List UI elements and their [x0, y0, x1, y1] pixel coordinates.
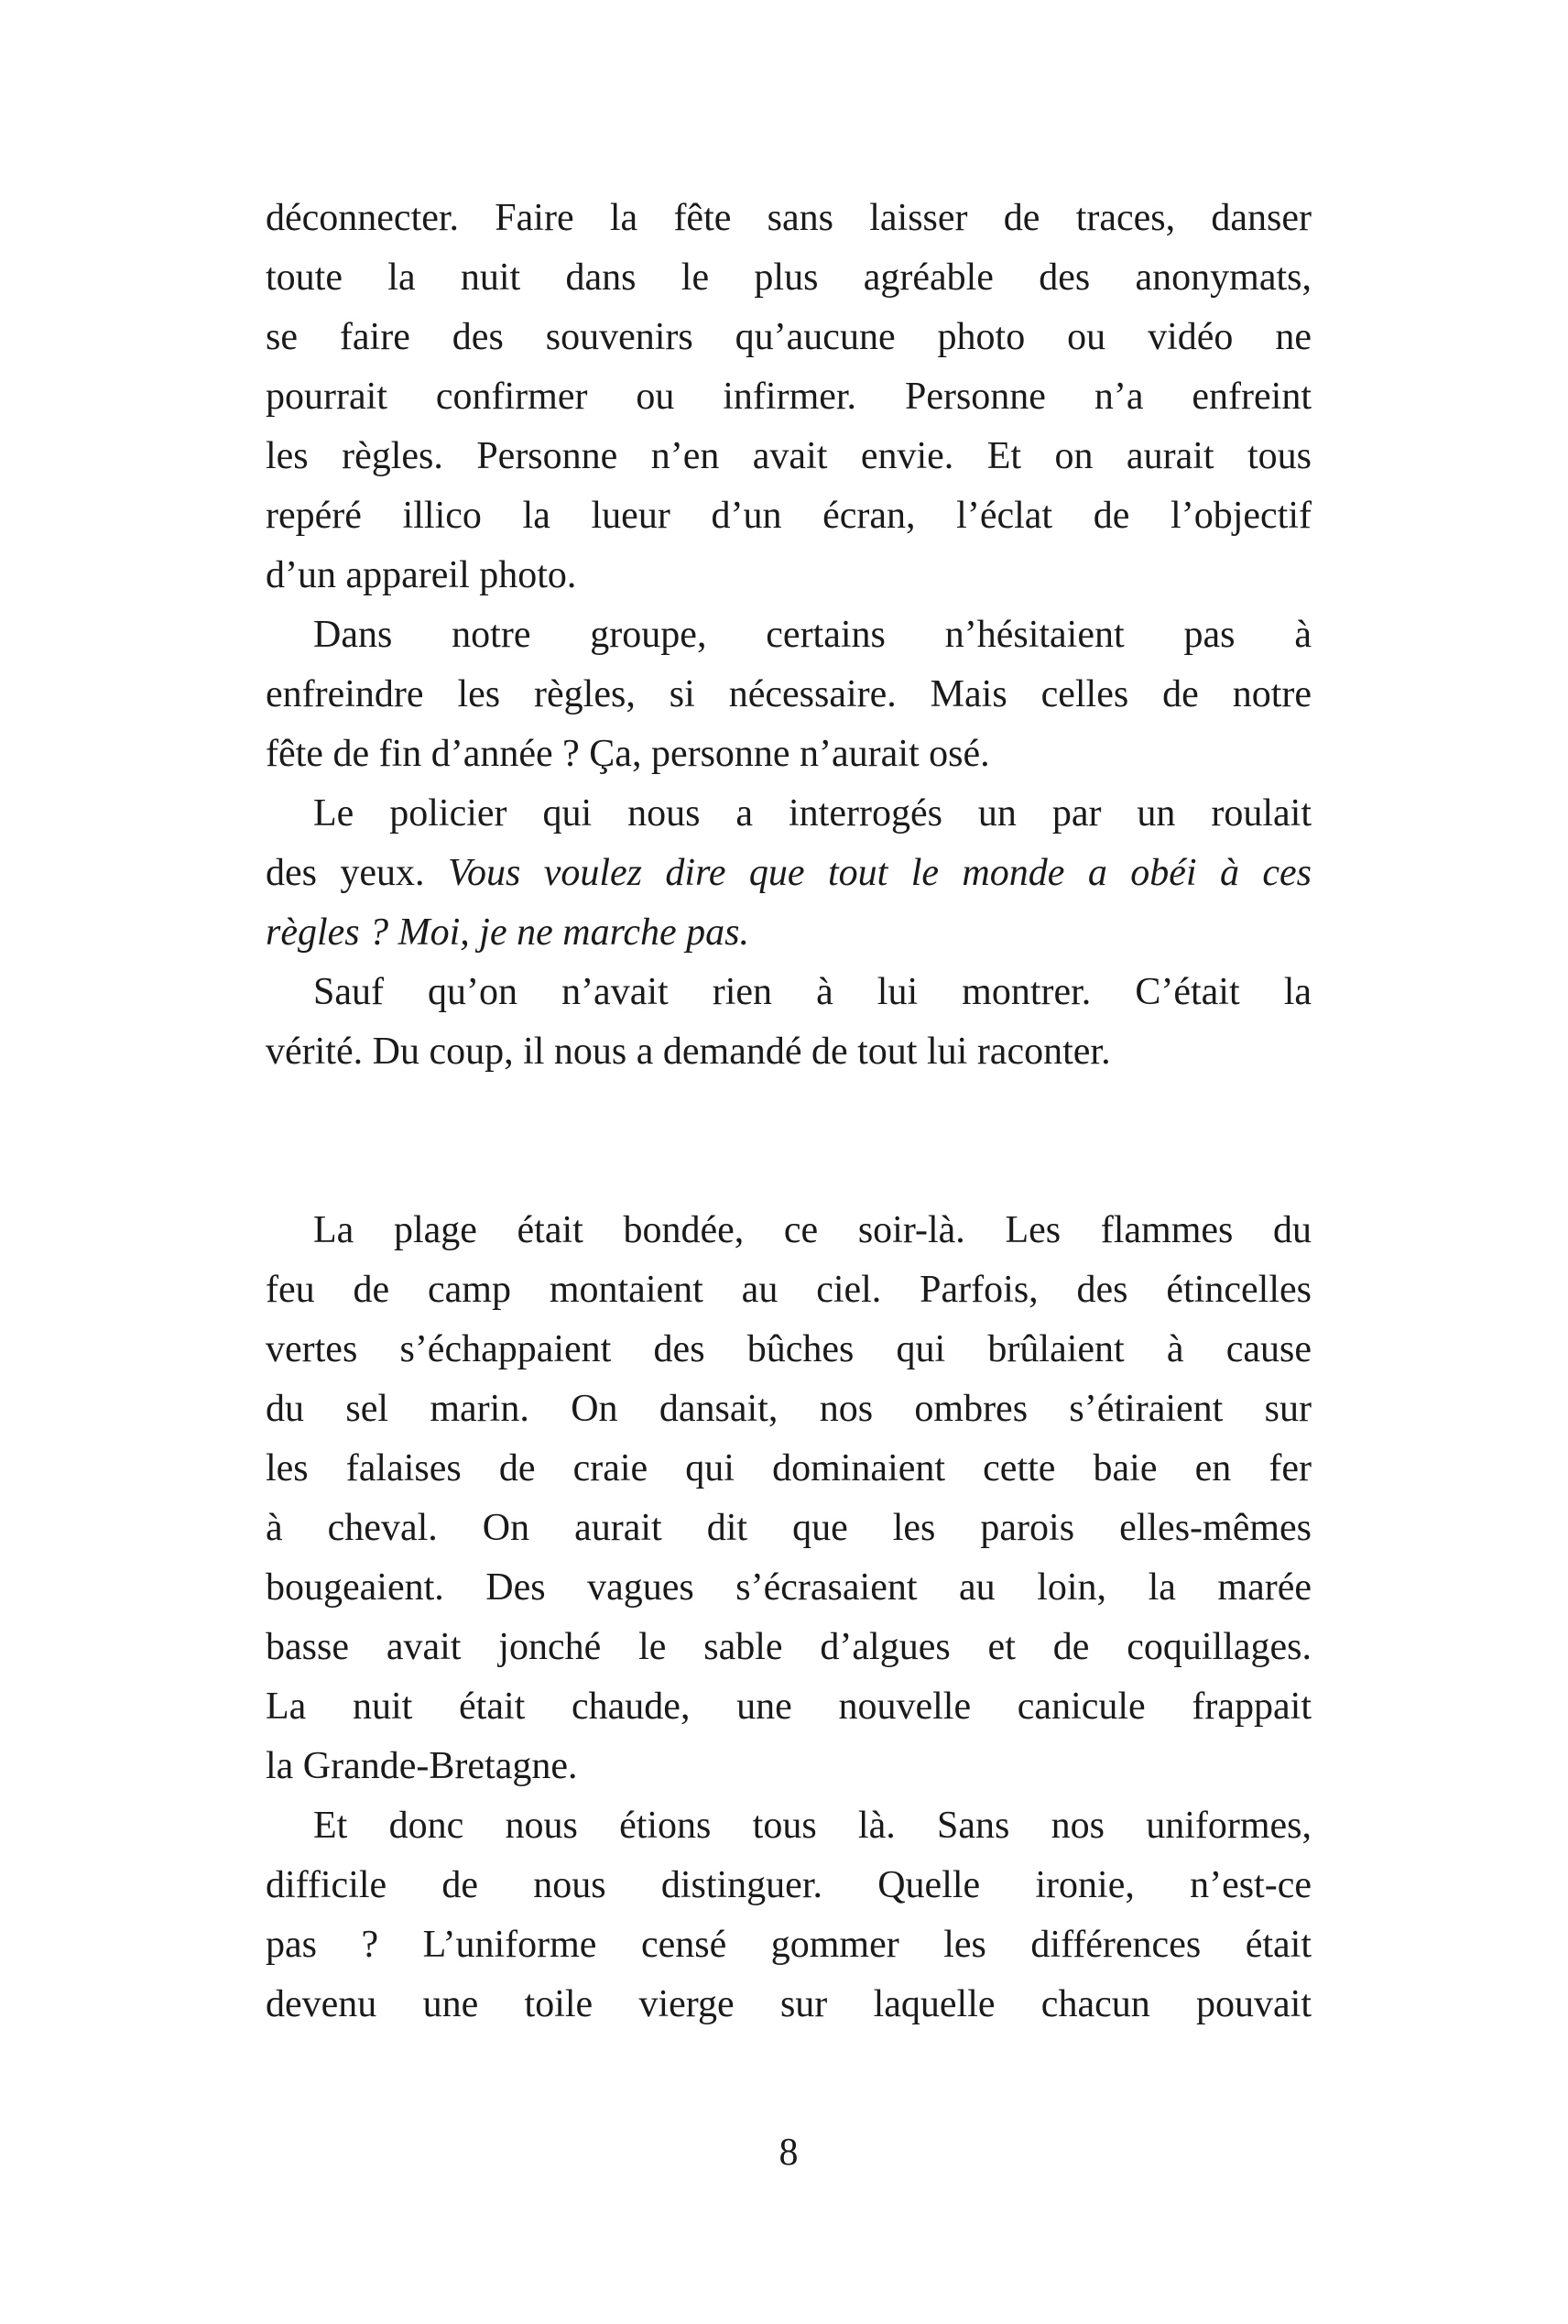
- text-run: pas ? L’uniforme censé gommer les différences était: [266, 1924, 1312, 1966]
- text-line: [266, 844, 1312, 903]
- text-run: d’un appareil photo.: [266, 554, 577, 596]
- text-line: [266, 1499, 1312, 1558]
- text-line: [266, 1320, 1312, 1380]
- text-line: [266, 1677, 1312, 1737]
- text-column: [266, 189, 1312, 2035]
- text-line: [266, 1022, 1312, 1082]
- text-run: vertes s’échappaient des bûches qui brûlaient à cause: [266, 1328, 1312, 1370]
- paragraph: [266, 784, 1312, 963]
- text-line: [266, 725, 1312, 784]
- text-line: [266, 248, 1312, 308]
- text-line: [266, 427, 1312, 486]
- text-run: déconnecter. Faire la fête sans laisser de traces, danser: [266, 197, 1312, 239]
- text-line: [266, 1856, 1312, 1915]
- paragraph: [266, 1201, 1312, 1796]
- text-line: [266, 1260, 1312, 1320]
- text-run: toute la nuit dans le plus agréable des anonymats,: [266, 256, 1312, 299]
- text-line: [266, 1737, 1312, 1796]
- text-line: [266, 546, 1312, 606]
- text-run: Sauf qu’on n’avait rien à lui montrer. C’était la: [313, 971, 1312, 1013]
- paragraph: [266, 606, 1312, 784]
- text-line: [266, 665, 1312, 725]
- text-run: La nuit était chaude, une nouvelle canicule frappait: [266, 1686, 1312, 1728]
- text-line: [266, 963, 1312, 1022]
- text-run: devenu une toile vierge sur laquelle chacun pouvait: [266, 1983, 1312, 2025]
- paragraph: [266, 189, 1312, 606]
- text-line: [266, 1201, 1312, 1260]
- text-run: les falaises de craie qui dominaient cette baie en fer: [266, 1447, 1312, 1489]
- text-line: [266, 1618, 1312, 1677]
- text-line: [266, 1915, 1312, 1975]
- text-run: fête de fin d’année ? Ça, personne n’aurait osé.: [266, 733, 990, 775]
- text-run: du sel marin. On dansait, nos ombres s’étiraient sur: [266, 1388, 1312, 1430]
- text-run: se faire des souvenirs qu’aucune photo ou vidéo ne: [266, 316, 1312, 358]
- text-run: Et donc nous étions tous là. Sans nos uniformes,: [313, 1805, 1312, 1847]
- text-line: [266, 308, 1312, 367]
- text-line: [266, 367, 1312, 427]
- text-line: [266, 1439, 1312, 1499]
- text-run: la Grande-Bretagne.: [266, 1745, 578, 1787]
- text-run: les règles. Personne n’en avait envie. Et on aurait tous: [266, 435, 1312, 477]
- italic-text-run: règles ? Moi, je ne marche pas.: [266, 911, 749, 954]
- paragraph: [266, 1796, 1312, 2035]
- text-line: [266, 1558, 1312, 1618]
- text-line: [266, 189, 1312, 248]
- text-line: [266, 606, 1312, 665]
- text-run: repéré illico la lueur d’un écran, l’éclat de l’objectif: [266, 495, 1312, 537]
- text-run: bougeaient. Des vagues s’écrasaient au loin, la marée: [266, 1566, 1312, 1609]
- text-run: vérité. Du coup, il nous a demandé de tout lui raconter.: [266, 1031, 1111, 1073]
- text-run: La plage était bondée, ce soir-là. Les flammes du: [313, 1209, 1312, 1251]
- page-number: 8: [779, 2132, 799, 2174]
- text-run: des yeux.: [266, 852, 448, 894]
- text-line: [266, 486, 1312, 546]
- text-run: pourrait confirmer ou infirmer. Personne n’a enfreint: [266, 376, 1312, 418]
- text-run: Dans notre groupe, certains n’hésitaient pas à: [313, 614, 1312, 656]
- paragraph: [266, 963, 1312, 1082]
- text-line: [266, 1975, 1312, 2035]
- text-run: difficile de nous distinguer. Quelle ironie, n’est-ce: [266, 1864, 1312, 1906]
- text-run: enfreindre les règles, si nécessaire. Mais celles de notre: [266, 673, 1312, 715]
- text-run: à cheval. On aurait dit que les parois elles-mêmes: [266, 1507, 1312, 1549]
- italic-text-run: Vous voulez dire que tout le monde a obéi à ces: [447, 852, 1312, 894]
- text-line: [266, 784, 1312, 844]
- text-run: basse avait jonché le sable d’algues et de coquillages.: [266, 1626, 1312, 1668]
- text-line: [266, 1380, 1312, 1439]
- text-run: Le policier qui nous a interrogés un par un roulait: [313, 792, 1312, 835]
- text-line: [266, 1796, 1312, 1856]
- text-run: feu de camp montaient au ciel. Parfois, des étincelles: [266, 1269, 1312, 1311]
- text-line: [266, 903, 1312, 963]
